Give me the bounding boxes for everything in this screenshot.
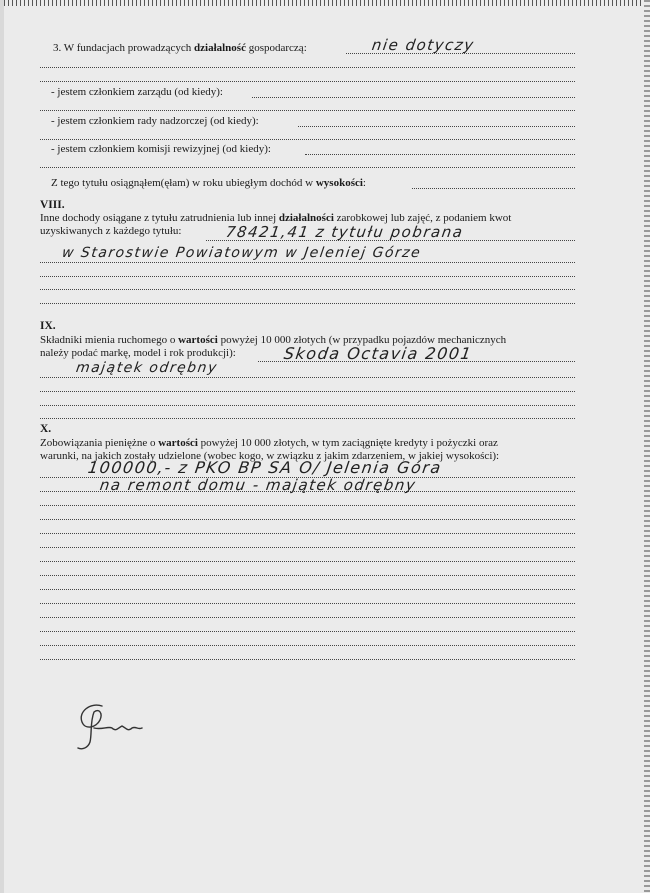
s9-line1: Składniki mienia ruchomego o wartości powyżej 10 000 złotych (w przypadku pojazdów mechanicznych: [40, 334, 507, 346]
dotted-line: [40, 645, 575, 646]
dotted-line: [40, 139, 575, 140]
s3-audit-label: - jestem członkiem komisji rewizyjnej (od kiedy):: [51, 143, 271, 155]
dotted-line: [298, 126, 575, 127]
dotted-line: [40, 561, 575, 562]
dotted-line: [40, 276, 575, 277]
dotted-line: [40, 262, 575, 263]
dotted-line: [40, 405, 575, 406]
dotted-line: [40, 110, 575, 111]
scan-right-edge: [644, 0, 650, 893]
s9-line2: należy podać markę, model i rok produkcji):: [40, 347, 236, 359]
dotted-line: [40, 519, 575, 520]
s3-handwritten-answer: nie dotyczy: [370, 36, 476, 54]
dotted-line: [40, 67, 575, 68]
dotted-line: [40, 391, 575, 392]
dotted-line: [40, 505, 575, 506]
dotted-line: [40, 603, 575, 604]
signature: [72, 698, 152, 756]
s3-supervisory-label: - jestem członkiem rady nadzorczej (od kiedy):: [51, 115, 259, 127]
s10-handwritten-line1: 100000,- z PKO BP SA O/ Jelenia Góra: [86, 458, 444, 477]
scan-top-edge: [0, 0, 650, 6]
scan-left-edge: [0, 0, 4, 893]
section-viii-heading: VIII.: [40, 199, 65, 211]
s10-line2: warunki, na jakich zostały udzielone (wobec kogo, w związku z jakim zdarzeniem, w jakiej wysokości):: [40, 450, 500, 462]
s3-income-label: Z tego tytułu osiągnąłem(ęłam) w roku ubiegłym dochód w wysokości:: [51, 177, 366, 189]
dotted-line: [412, 188, 575, 189]
s8-line1: Inne dochody osiągane z tytułu zatrudnienia lub innej działalności zarobkowej lub zajęć, z podaniem kwot: [40, 212, 512, 224]
dotted-line: [40, 575, 575, 576]
s10-handwritten-line2: na remont domu - majątek odrębny: [98, 476, 418, 494]
dotted-line: [40, 377, 575, 378]
dotted-line: [40, 418, 575, 419]
dotted-line: [40, 547, 575, 548]
dotted-line: [40, 617, 575, 618]
section-ix-heading: IX.: [40, 320, 56, 332]
dotted-line: [40, 659, 575, 660]
dotted-line: [40, 81, 575, 82]
s3-board-label: - jestem członkiem zarządu (od kiedy):: [51, 86, 223, 98]
s8-line2: uzyskiwanych z każdego tytułu:: [40, 225, 182, 237]
s3-label: 3. W fundacjach prowadzących działalność gospodarczą:: [53, 42, 307, 54]
dotted-line: [305, 154, 575, 155]
s10-line1: Zobowiązania pieniężne o wartości powyżej 10 000 złotych, w tym zaciągnięte kredyty i pożyczki oraz: [40, 437, 498, 449]
dotted-line: [40, 533, 575, 534]
dotted-line: [252, 97, 575, 98]
section-x-heading: X.: [40, 423, 52, 435]
dotted-line: [40, 631, 575, 632]
s8-handwritten-line2: w Starostwie Powiatowym w Jeleniej Górze: [60, 245, 423, 261]
s9-handwritten-line2: majątek odrębny: [74, 360, 219, 376]
s8-handwritten-line1: 78421,41 z tytułu pobrana: [224, 223, 465, 241]
s9-handwritten-line1: Skoda Octavia 2001: [282, 344, 474, 363]
dotted-line: [40, 289, 575, 290]
dotted-line: [40, 167, 575, 168]
dotted-line: [40, 589, 575, 590]
dotted-line: [40, 303, 575, 304]
